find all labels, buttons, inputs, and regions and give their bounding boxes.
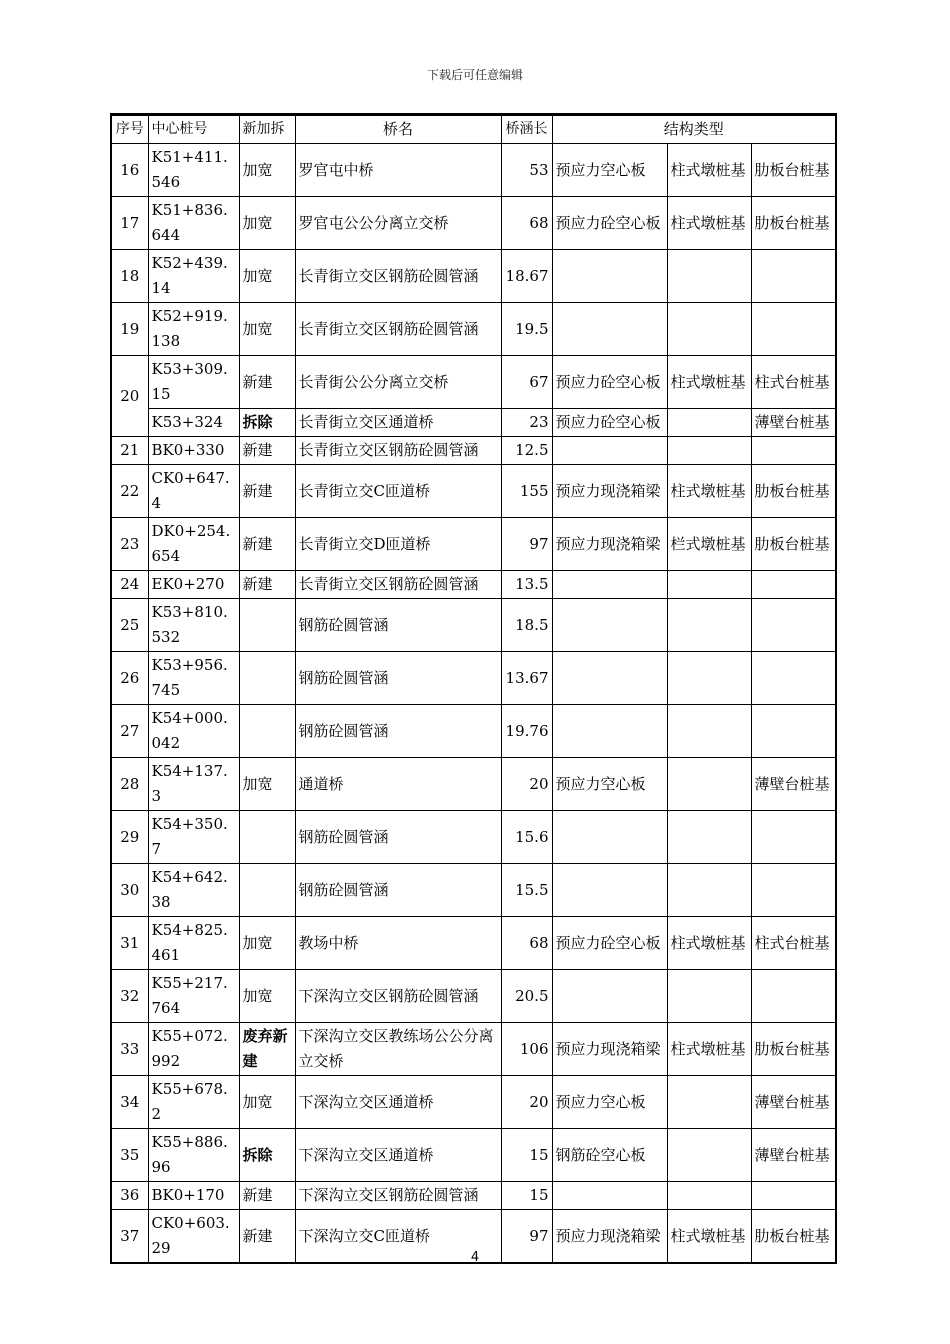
cell-stake: K55+217.764 — [148, 970, 239, 1023]
cell-superstructure — [552, 1182, 667, 1210]
cell-index: 25 — [111, 599, 148, 652]
cell-pier — [667, 811, 751, 864]
cell-superstructure — [552, 970, 667, 1023]
cell-name: 钢筋砼圆管涵 — [295, 705, 501, 758]
cell-pier: 柱式墩桩基 — [667, 917, 751, 970]
cell-abutment: 肋板台桩基 — [751, 465, 836, 518]
cell-stake: K54+137.3 — [148, 758, 239, 811]
cell-name: 下深沟立交C匝道桥 — [295, 1210, 501, 1264]
cell-abutment: 薄壁台桩基 — [751, 409, 836, 437]
cell-index: 27 — [111, 705, 148, 758]
cell-stake: BK0+170 — [148, 1182, 239, 1210]
cell-stake: K55+886.96 — [148, 1129, 239, 1182]
cell-stake: EK0+270 — [148, 571, 239, 599]
header-seq: 序号 — [111, 115, 148, 144]
cell-name: 长青街立交C匝道桥 — [295, 465, 501, 518]
cell-pier — [667, 1182, 751, 1210]
cell-superstructure: 预应力现浇箱梁 — [552, 518, 667, 571]
cell-action: 加宽 — [239, 917, 295, 970]
cell-superstructure — [552, 250, 667, 303]
table-row — [111, 864, 836, 917]
cell-length: 155 — [501, 465, 552, 518]
cell-index: 28 — [111, 758, 148, 811]
cell-abutment: 薄壁台桩基 — [751, 1129, 836, 1182]
cell-pier — [667, 599, 751, 652]
cell-superstructure — [552, 864, 667, 917]
cell-stake: K51+411.546 — [148, 144, 239, 197]
cell-action — [239, 705, 295, 758]
cell-pier: 柱式墩桩基 — [667, 1023, 751, 1076]
cell-abutment — [751, 864, 836, 917]
table-row — [111, 356, 836, 409]
cell-index: 32 — [111, 970, 148, 1023]
table-row — [111, 409, 836, 437]
cell-name: 长青街公公分离立交桥 — [295, 356, 501, 409]
bridge-culvert-table — [110, 113, 837, 1264]
cell-name: 钢筋砼圆管涵 — [295, 864, 501, 917]
cell-pier — [667, 571, 751, 599]
cell-superstructure: 预应力砼空心板 — [552, 917, 667, 970]
cell-abutment — [751, 599, 836, 652]
cell-stake: K55+072.992 — [148, 1023, 239, 1076]
cell-stake: K54+825.461 — [148, 917, 239, 970]
cell-superstructure: 预应力现浇箱梁 — [552, 465, 667, 518]
cell-pier — [667, 1076, 751, 1129]
cell-stake: DK0+254.654 — [148, 518, 239, 571]
cell-action — [239, 652, 295, 705]
cell-pier: 柱式墩桩基 — [667, 144, 751, 197]
cell-superstructure — [552, 705, 667, 758]
cell-stake: K53+810.532 — [148, 599, 239, 652]
cell-action — [239, 811, 295, 864]
cell-name: 下深沟立交区教练场公公分离立交桥 — [295, 1023, 501, 1076]
cell-pier — [667, 705, 751, 758]
cell-index: 33 — [111, 1023, 148, 1076]
cell-superstructure — [552, 571, 667, 599]
cell-abutment — [751, 250, 836, 303]
cell-superstructure: 预应力砼空心板 — [552, 409, 667, 437]
cell-pier — [667, 303, 751, 356]
cell-action: 新建 — [239, 518, 295, 571]
cell-superstructure: 预应力砼空心板 — [552, 356, 667, 409]
cell-length: 20 — [501, 758, 552, 811]
cell-name: 钢筋砼圆管涵 — [295, 652, 501, 705]
cell-pier: 柱式墩桩基 — [667, 356, 751, 409]
cell-length: 106 — [501, 1023, 552, 1076]
cell-pier — [667, 1129, 751, 1182]
cell-name: 罗官屯中桥 — [295, 144, 501, 197]
cell-name: 长青街立交区钢筋砼圆管涵 — [295, 571, 501, 599]
cell-stake: K52+919.138 — [148, 303, 239, 356]
cell-stake: CK0+647.4 — [148, 465, 239, 518]
cell-index: 20 — [111, 356, 148, 437]
cell-index: 30 — [111, 864, 148, 917]
cell-abutment: 柱式台桩基 — [751, 917, 836, 970]
cell-length: 18.67 — [501, 250, 552, 303]
cell-action: 新建 — [239, 465, 295, 518]
cell-action — [239, 864, 295, 917]
cell-pier — [667, 409, 751, 437]
cell-name: 通道桥 — [295, 758, 501, 811]
cell-pier — [667, 864, 751, 917]
cell-superstructure — [552, 599, 667, 652]
cell-superstructure — [552, 811, 667, 864]
cell-abutment — [751, 652, 836, 705]
table-row — [111, 250, 836, 303]
cell-pier: 柱式墩桩基 — [667, 465, 751, 518]
header-action: 新加拆 — [239, 115, 295, 144]
cell-pier: 栏式墩桩基 — [667, 518, 751, 571]
cell-stake: BK0+330 — [148, 437, 239, 465]
cell-pier — [667, 652, 751, 705]
cell-name: 钢筋砼圆管涵 — [295, 811, 501, 864]
cell-action: 新建 — [239, 1210, 295, 1264]
cell-index: 17 — [111, 197, 148, 250]
cell-superstructure: 预应力现浇箱梁 — [552, 1210, 667, 1264]
cell-abutment: 柱式台桩基 — [751, 356, 836, 409]
cell-name: 罗官屯公公分离立交桥 — [295, 197, 501, 250]
cell-length: 20.5 — [501, 970, 552, 1023]
cell-action: 加宽 — [239, 250, 295, 303]
table-row — [111, 518, 836, 571]
cell-name: 下深沟立交区通道桥 — [295, 1076, 501, 1129]
cell-action: 废弃新建 — [239, 1023, 295, 1076]
table-row — [111, 144, 836, 197]
cell-superstructure — [552, 303, 667, 356]
cell-length: 19.76 — [501, 705, 552, 758]
cell-index: 23 — [111, 518, 148, 571]
cell-length: 15.5 — [501, 864, 552, 917]
cell-pier — [667, 970, 751, 1023]
cell-superstructure: 预应力空心板 — [552, 144, 667, 197]
cell-abutment — [751, 437, 836, 465]
table-row — [111, 811, 836, 864]
cell-length: 53 — [501, 144, 552, 197]
cell-action: 新建 — [239, 571, 295, 599]
cell-action: 新建 — [239, 1182, 295, 1210]
cell-index: 35 — [111, 1129, 148, 1182]
cell-superstructure: 预应力空心板 — [552, 758, 667, 811]
cell-action: 加宽 — [239, 144, 295, 197]
cell-length: 97 — [501, 1210, 552, 1264]
cell-name: 下深沟立交区钢筋砼圆管涵 — [295, 970, 501, 1023]
cell-length: 67 — [501, 356, 552, 409]
cell-action — [239, 599, 295, 652]
cell-index: 37 — [111, 1210, 148, 1264]
cell-length: 15 — [501, 1182, 552, 1210]
cell-abutment — [751, 303, 836, 356]
cell-name: 下深沟立交区通道桥 — [295, 1129, 501, 1182]
cell-action: 拆除 — [239, 409, 295, 437]
cell-length: 13.5 — [501, 571, 552, 599]
cell-abutment — [751, 571, 836, 599]
table-row — [111, 917, 836, 970]
cell-superstructure: 预应力砼空心板 — [552, 197, 667, 250]
cell-pier: 柱式墩桩基 — [667, 197, 751, 250]
cell-stake: CK0+603.29 — [148, 1210, 239, 1264]
cell-length: 18.5 — [501, 599, 552, 652]
cell-stake: K55+678.2 — [148, 1076, 239, 1129]
cell-abutment — [751, 1182, 836, 1210]
cell-action: 新建 — [239, 356, 295, 409]
table-body — [111, 144, 836, 1264]
cell-index: 31 — [111, 917, 148, 970]
table-row — [111, 197, 836, 250]
cell-index: 16 — [111, 144, 148, 197]
cell-stake: K54+000.042 — [148, 705, 239, 758]
cell-abutment: 肋板台桩基 — [751, 197, 836, 250]
table-header-row — [111, 115, 836, 144]
cell-index: 36 — [111, 1182, 148, 1210]
cell-length: 20 — [501, 1076, 552, 1129]
cell-action: 加宽 — [239, 303, 295, 356]
cell-action: 加宽 — [239, 197, 295, 250]
cell-index: 34 — [111, 1076, 148, 1129]
cell-abutment: 肋板台桩基 — [751, 1210, 836, 1264]
cell-name: 长青街立交区钢筋砼圆管涵 — [295, 250, 501, 303]
header-name: 桥名 — [295, 115, 501, 144]
cell-superstructure: 预应力现浇箱梁 — [552, 1023, 667, 1076]
cell-abutment: 肋板台桩基 — [751, 1023, 836, 1076]
cell-pier — [667, 250, 751, 303]
cell-abutment: 薄壁台桩基 — [751, 758, 836, 811]
cell-action: 加宽 — [239, 1076, 295, 1129]
cell-name: 长青街立交区钢筋砼圆管涵 — [295, 303, 501, 356]
cell-superstructure: 钢筋砼空心板 — [552, 1129, 667, 1182]
table-row — [111, 571, 836, 599]
table-row — [111, 970, 836, 1023]
cell-action: 加宽 — [239, 758, 295, 811]
cell-length: 15 — [501, 1129, 552, 1182]
table-row — [111, 1182, 836, 1210]
cell-index: 18 — [111, 250, 148, 303]
table-row — [111, 652, 836, 705]
cell-stake: K54+642.38 — [148, 864, 239, 917]
table-row — [111, 303, 836, 356]
cell-length: 12.5 — [501, 437, 552, 465]
cell-stake: K51+836.644 — [148, 197, 239, 250]
cell-abutment: 肋板台桩基 — [751, 144, 836, 197]
table-row — [111, 465, 836, 518]
cell-length: 19.5 — [501, 303, 552, 356]
cell-name: 钢筋砼圆管涵 — [295, 599, 501, 652]
header-length: 桥涵长 — [501, 115, 552, 144]
cell-index: 19 — [111, 303, 148, 356]
cell-name: 长青街立交区钢筋砼圆管涵 — [295, 437, 501, 465]
cell-abutment — [751, 970, 836, 1023]
cell-superstructure — [552, 652, 667, 705]
cell-length: 97 — [501, 518, 552, 571]
cell-name: 长青街立交D匝道桥 — [295, 518, 501, 571]
cell-length: 68 — [501, 197, 552, 250]
cell-index: 21 — [111, 437, 148, 465]
cell-stake: K53+956.745 — [148, 652, 239, 705]
cell-abutment — [751, 811, 836, 864]
cell-length: 15.6 — [501, 811, 552, 864]
table-row — [111, 705, 836, 758]
cell-length: 68 — [501, 917, 552, 970]
table-row — [111, 758, 836, 811]
cell-index: 29 — [111, 811, 148, 864]
cell-pier: 柱式墩桩基 — [667, 1210, 751, 1264]
cell-stake: K53+324 — [148, 409, 239, 437]
header-stake: 中心桩号 — [148, 115, 239, 144]
cell-index: 24 — [111, 571, 148, 599]
table-row — [111, 1076, 836, 1129]
cell-length: 23 — [501, 409, 552, 437]
cell-abutment — [751, 705, 836, 758]
header-note: 下载后可任意编辑 — [426, 68, 523, 82]
cell-stake: K53+309.15 — [148, 356, 239, 409]
cell-index: 22 — [111, 465, 148, 518]
cell-name: 教场中桥 — [295, 917, 501, 970]
cell-action: 新建 — [239, 437, 295, 465]
cell-length: 13.67 — [501, 652, 552, 705]
table-row — [111, 1129, 836, 1182]
cell-pier — [667, 758, 751, 811]
cell-stake: K52+439.14 — [148, 250, 239, 303]
cell-action: 加宽 — [239, 970, 295, 1023]
cell-index: 26 — [111, 652, 148, 705]
cell-action: 拆除 — [239, 1129, 295, 1182]
cell-abutment: 肋板台桩基 — [751, 518, 836, 571]
cell-name: 下深沟立交区钢筋砼圆管涵 — [295, 1182, 501, 1210]
cell-stake: K54+350.7 — [148, 811, 239, 864]
cell-abutment: 薄壁台桩基 — [751, 1076, 836, 1129]
table-row — [111, 437, 836, 465]
cell-superstructure — [552, 437, 667, 465]
table-row — [111, 1023, 836, 1076]
cell-pier — [667, 437, 751, 465]
table-row — [111, 599, 836, 652]
header-structure: 结构类型 — [552, 115, 836, 144]
cell-superstructure: 预应力空心板 — [552, 1076, 667, 1129]
page-number: 4 — [470, 1250, 480, 1265]
cell-name: 长青街立交区通道桥 — [295, 409, 501, 437]
